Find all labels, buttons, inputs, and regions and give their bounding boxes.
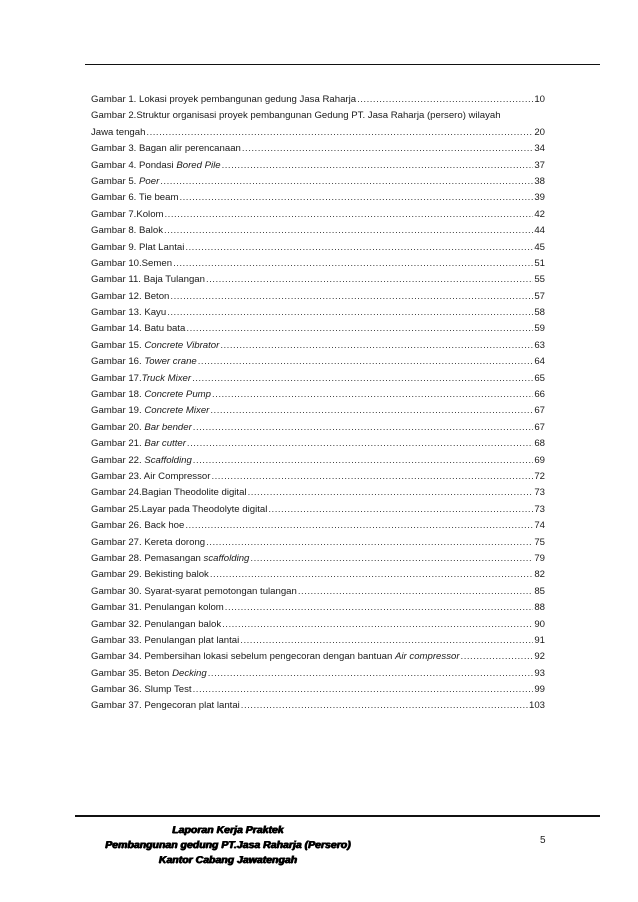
toc-entry: [91, 403, 545, 419]
toc-dot-leader: [198, 354, 534, 370]
toc-entry-italic-term: Poer: [139, 175, 160, 187]
toc-dot-leader: [212, 387, 533, 403]
toc-entry-label: Gambar 11. Baja Tulangan: [91, 274, 205, 286]
toc-entry-italic-term: scaffolding: [203, 552, 250, 564]
toc-dot-leader: [192, 371, 533, 387]
toc-entry-page: 85: [534, 585, 545, 597]
toc-entry-page: 82: [534, 569, 545, 581]
toc-entry-italic-term: Air compressor: [395, 651, 460, 663]
toc-entry-page: 59: [534, 323, 545, 335]
toc-entry: [91, 240, 545, 256]
toc-dot-leader: [193, 420, 534, 436]
toc-entry-label: Gambar 36. Slump Test: [91, 684, 192, 696]
toc-entry: [91, 256, 545, 272]
toc-entry: [91, 190, 545, 206]
toc-entry: [91, 338, 545, 354]
toc-entry: [91, 633, 545, 649]
toc-entry: [91, 666, 545, 682]
toc-dot-leader: [298, 584, 533, 600]
toc-entry-label: Gambar 31. Penulangan kolom: [91, 602, 224, 614]
toc-dot-leader: [225, 600, 534, 616]
toc-dot-leader: [250, 551, 533, 567]
toc-dot-leader: [241, 698, 528, 714]
toc-entry-label: Jawa tengah: [91, 126, 146, 138]
toc-entry-italic-term: Bored Pile: [176, 159, 221, 171]
toc-entry-label: Gambar 4. Pondasi Bored Pile: [91, 159, 221, 171]
toc-dot-leader: [222, 158, 534, 174]
toc-entry-page: 58: [534, 307, 545, 319]
toc-entry-italic-term: Tower crane: [144, 356, 197, 368]
toc-dot-leader: [206, 535, 533, 551]
toc-entry: [91, 535, 545, 551]
toc-dot-leader: [179, 190, 533, 206]
toc-entry: [91, 174, 545, 190]
toc-dot-leader: [193, 682, 534, 698]
toc-dot-leader: [210, 567, 533, 583]
toc-entry-label: Gambar 12. Beton: [91, 290, 170, 302]
toc-dot-leader: [240, 633, 533, 649]
toc-entry-label: Gambar 21. Bar cutter: [91, 438, 186, 450]
toc-entry-label: Gambar 35. Beton Decking: [91, 667, 207, 679]
toc-entry: [91, 272, 545, 288]
toc-entry-italic-term: Concrete Vibrator: [144, 339, 220, 351]
toc-entry-page: 90: [534, 618, 545, 630]
toc-entry: [91, 617, 545, 633]
toc-entry-page: 64: [534, 356, 545, 368]
toc-entry: [91, 518, 545, 534]
toc-entry-italic-term: Bar bender: [144, 421, 192, 433]
toc-entry-label: Gambar 6. Tie beam: [91, 192, 179, 204]
toc-entry: [91, 321, 545, 337]
footer-line-report: Laporan Kerja Praktek: [172, 824, 284, 836]
toc-entry-italic-term: Concrete Pump: [144, 389, 211, 401]
toc-entry: [91, 207, 545, 223]
toc-entry-page: 91: [534, 634, 545, 646]
toc-entry-page: 73: [534, 487, 545, 499]
toc-entry-label: Gambar 1. Lokasi proyek pembangunan gedung Jasa Raharja: [91, 94, 357, 105]
toc-dot-leader: [186, 321, 533, 337]
toc-entry: [91, 584, 545, 600]
toc-dot-leader: [170, 289, 533, 305]
toc-entry-page: 75: [534, 536, 545, 548]
toc-dot-leader: [187, 436, 533, 452]
toc-entry: [91, 567, 545, 583]
toc-entry-page: 55: [534, 274, 545, 286]
toc-entry: [91, 223, 545, 239]
toc-entry-page: 44: [534, 225, 545, 237]
toc-entry-page: 93: [534, 667, 545, 679]
toc-entry: [91, 289, 545, 305]
toc-entry-page: 73: [534, 503, 545, 515]
toc-dot-leader: [208, 666, 534, 682]
toc-entry: [91, 371, 545, 387]
toc-entry-italic-term: Decking: [172, 667, 207, 679]
toc-entry-page: 69: [534, 454, 545, 466]
footer-line-office: Kantor Cabang Jawatengah: [158, 854, 298, 866]
toc-entry-label: Gambar 18. Concrete Pump: [91, 389, 211, 401]
toc-entry-page: 42: [534, 208, 545, 220]
header-rule: [85, 64, 600, 65]
toc-entry-label: Gambar 20. Bar bender: [91, 421, 192, 433]
toc-entry-page: 79: [534, 552, 545, 564]
toc-entry: [91, 108, 545, 124]
toc-entry-italic-term: Bar cutter: [144, 438, 186, 450]
toc-entry-page: 37: [534, 159, 545, 171]
toc-entry-label: Gambar 37. Pengecoran plat lantai: [91, 700, 240, 712]
toc-entry-page: 67: [534, 421, 545, 433]
toc-entry-label: Gambar 34. Pembersihan lokasi sebelum pengecoran dengan bantuan Air compressor: [91, 651, 460, 663]
toc-entry-page: 66: [534, 389, 545, 401]
toc-dot-leader: [211, 469, 533, 485]
toc-dot-leader: [206, 272, 533, 288]
footer-rule: [75, 815, 600, 817]
toc-entry-page: 34: [534, 143, 545, 155]
toc-entry-page: 74: [534, 520, 545, 532]
toc-entry-page: 57: [534, 290, 545, 302]
toc-entry: [91, 502, 545, 518]
toc-entry-label: Gambar 16. Tower crane: [91, 356, 197, 368]
toc-entry: [91, 682, 545, 698]
toc-entry-label: Gambar 22. Scaffolding: [91, 454, 192, 466]
toc-entry-page: 99: [534, 684, 545, 696]
toc-dot-leader: [242, 141, 533, 157]
toc-entry-italic-term: Truck Mixer: [141, 372, 192, 384]
toc-entry: [91, 158, 545, 174]
toc-entry-page: 88: [534, 602, 545, 614]
toc-entry-page: 45: [534, 241, 545, 253]
toc-entry-page: 103: [528, 700, 545, 712]
toc-entry-page: 68: [534, 438, 545, 450]
toc-entry: [91, 125, 545, 141]
toc-entry-label: Gambar 15. Concrete Vibrator: [91, 339, 220, 351]
toc-entry: [91, 485, 545, 501]
toc-entry: [91, 551, 545, 567]
list-of-figures: [91, 92, 545, 715]
toc-entry-label: Gambar 30. Syarat-syarat pemotongan tulangan: [91, 585, 297, 597]
toc-entry-page: 38: [534, 175, 545, 187]
toc-entry-page: 72: [534, 470, 545, 482]
toc-entry-page: 67: [534, 405, 545, 417]
toc-entry: [91, 436, 545, 452]
toc-entry-label: Gambar 5. Poer: [91, 175, 160, 187]
toc-entry-page: 51: [534, 257, 545, 269]
toc-entry: [91, 92, 545, 108]
toc-entry: [91, 469, 545, 485]
toc-entry-label: Gambar 23. Air Compressor: [91, 470, 211, 482]
toc-entry-page: 65: [534, 372, 545, 384]
toc-entry-label: Gambar 13. Kayu: [91, 307, 167, 319]
toc-dot-leader: [164, 223, 533, 239]
toc-dot-leader: [268, 502, 533, 518]
toc-entry-label: Gambar 26. Back hoe: [91, 520, 185, 532]
toc-entry-page: 20: [534, 126, 545, 138]
toc-entry-label: Gambar 28. Pemasangan scaffolding: [91, 552, 250, 564]
toc-entry-label: Gambar 10.Semen: [91, 257, 173, 269]
toc-dot-leader: [185, 240, 533, 256]
page-number: 5: [540, 835, 546, 846]
toc-entry-label: Gambar 25.Layar pada Theodolyte digital: [91, 503, 268, 515]
toc-entry-label: Gambar 8. Balok: [91, 225, 163, 237]
toc-entry: [91, 649, 545, 665]
toc-entry-label: Gambar 27. Kereta dorong: [91, 536, 206, 548]
footer-line-project: Pembangunan gedung PT.Jasa Raharja (Persero): [105, 839, 351, 851]
toc-entry-label: Gambar 17.Truck Mixer: [91, 372, 192, 384]
toc-dot-leader: [220, 338, 533, 354]
toc-dot-leader: [461, 649, 534, 665]
toc-entry-label: Gambar 19. Concrete Mixer: [91, 405, 210, 417]
toc-dot-leader: [193, 453, 534, 469]
toc-dot-leader: [167, 305, 533, 321]
toc-entry-page: 92: [534, 651, 545, 663]
toc-entry: [91, 141, 545, 157]
toc-entry: [91, 387, 545, 403]
toc-dot-leader: [185, 518, 533, 534]
toc-entry: [91, 698, 545, 714]
toc-entry-label: Gambar 32. Penulangan balok: [91, 618, 222, 630]
toc-entry: [91, 600, 545, 616]
toc-dot-leader: [173, 256, 533, 272]
toc-dot-leader: [248, 485, 534, 501]
toc-entry-page: 63: [534, 339, 545, 351]
toc-entry-label: Gambar 14. Batu bata: [91, 323, 186, 335]
toc-entry: [91, 420, 545, 436]
toc-entry-italic-term: Concrete Mixer: [144, 405, 210, 417]
toc-dot-leader: [357, 92, 533, 108]
toc-dot-leader: [146, 125, 533, 141]
toc-entry-label: Gambar 29. Bekisting balok: [91, 569, 209, 581]
toc-entry: [91, 453, 545, 469]
toc-entry-label: Gambar 2.Struktur organisasi proyek pembangunan Gedung PT. Jasa Raharja (persero) wilayah: [91, 110, 501, 122]
toc-entry-italic-term: Scaffolding: [144, 454, 192, 466]
toc-entry: [91, 305, 545, 321]
footer-title-block: [78, 823, 378, 868]
toc-entry-page: 10: [534, 94, 545, 105]
toc-entry-label: Gambar 33. Penulangan plat lantai: [91, 634, 240, 646]
toc-dot-leader: [222, 617, 533, 633]
toc-entry-label: Gambar 24.Bagian Theodolite digital: [91, 487, 247, 499]
toc-dot-leader: [160, 174, 533, 190]
toc-entry-label: Gambar 7.Kolom: [91, 208, 164, 220]
toc-entry-label: Gambar 3. Bagan alir perencanaan: [91, 143, 241, 155]
toc-dot-leader: [165, 207, 534, 223]
toc-dot-leader: [210, 403, 533, 419]
toc-entry: [91, 354, 545, 370]
toc-entry-label: Gambar 9. Plat Lantai: [91, 241, 185, 253]
toc-entry-page: 39: [534, 192, 545, 204]
